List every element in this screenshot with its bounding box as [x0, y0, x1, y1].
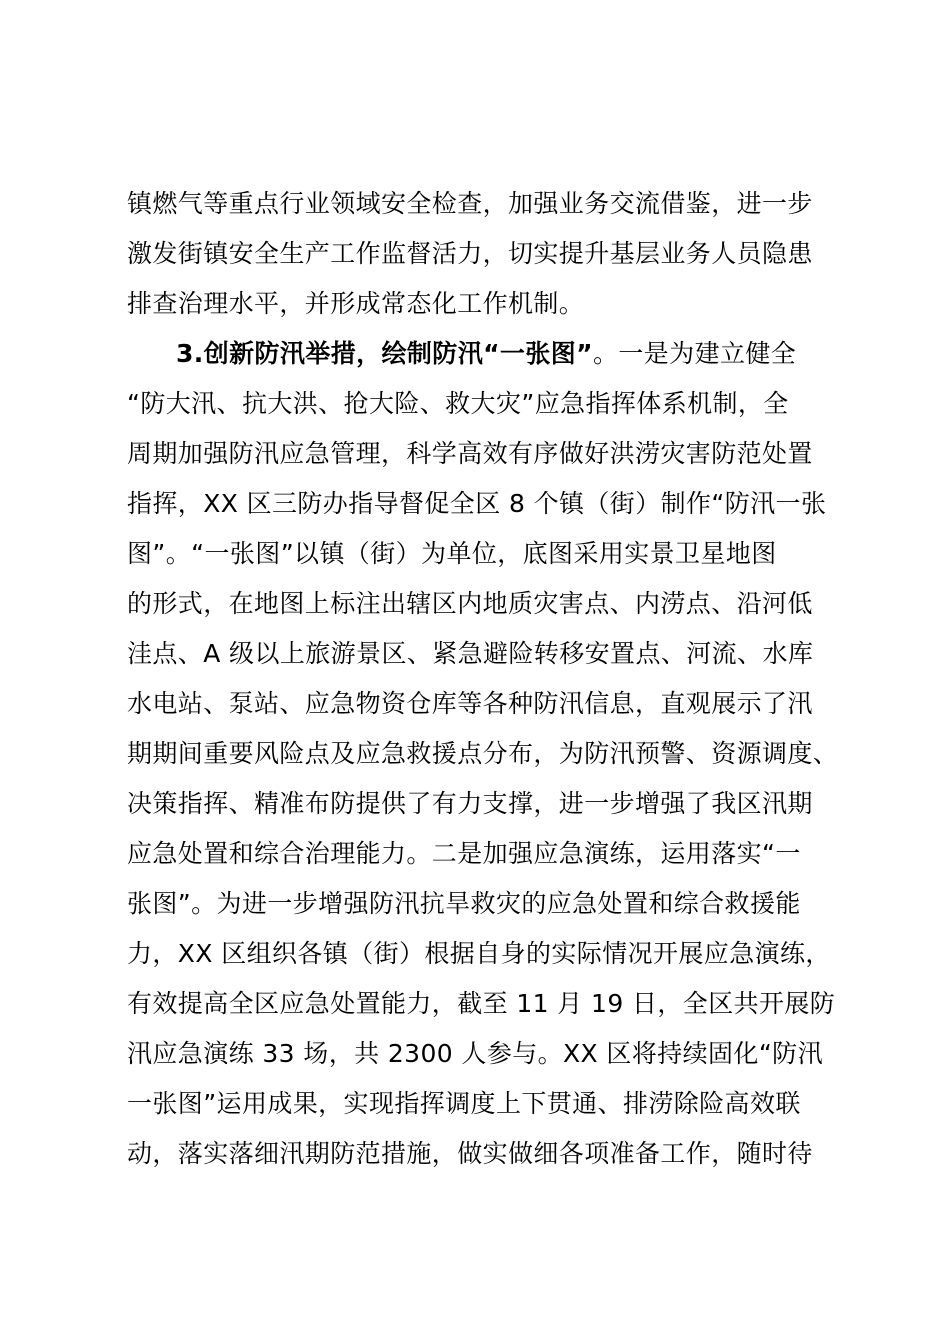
section-first-line: [176, 329, 796, 379]
section-first-line-text: 。一是为建立健全: [592, 339, 797, 368]
paragraph-line: 镇燃气等重点行业领域安全检查，加强业务交流借鉴，进一步: [127, 189, 813, 218]
paragraph-line: 有效提高全区应急处置能力，截至 11 月 19 日，全区共开展防: [127, 989, 836, 1018]
paragraph-line: 张图”。为进一步增强防汛抗旱救灾的应急处置和综合救援能: [127, 889, 801, 918]
paragraph-line: 汛应急演练 33 场，共 2300 人参与。XX 区将持续固化“防汛: [127, 1039, 823, 1068]
paragraph-line: 动，落实落细汛期防范措施，做实做细各项准备工作，随时待: [127, 1139, 813, 1168]
section-heading: 3.创新防汛举措，绘制防汛“一张图”: [176, 339, 593, 368]
paragraph-line: 的形式，在地图上标注出辖区内地质灾害点、内涝点、沿河低: [127, 589, 813, 618]
paragraph-line: 排查治理水平，并形成常态化工作机制。: [127, 289, 585, 318]
paragraph-line: 期期间重要风险点及应急救援点分布，为防汛预警、资源调度、: [127, 739, 839, 768]
paragraph-line: 激发街镇安全生产工作监督活力，切实提升基层业务人员隐患: [127, 239, 813, 268]
paragraph-line: 一张图”运用成果，实现指挥调度上下贯通、排涝除险高效联: [127, 1089, 801, 1118]
paragraph-line: 力，XX 区组织各镇（街）根据自身的实际情况开展应急演练，: [127, 939, 831, 968]
paragraph-line: 指挥，XX 区三防办指导督促全区 8 个镇（街）制作“防汛一张: [127, 489, 827, 518]
paragraph-line: 应急处置和综合治理能力。二是加强应急演练，运用落实“一: [127, 839, 801, 868]
paragraph-line: 周期加强防汛应急管理，科学高效有序做好洪涝灾害防范处置: [127, 439, 813, 468]
paragraph-line: 水电站、泵站、应急物资仓库等各种防汛信息，直观展示了汛: [127, 689, 813, 718]
paragraph-line: 图”。“一张图”以镇（街）为单位，底图采用实景卫星地图: [127, 539, 777, 568]
paragraph-line: 决策指挥、精准布防提供了有力支撑，进一步增强了我区汛期: [127, 789, 813, 818]
paragraph-line: “防大汛、抗大洪、抢大险、救大灾”应急指挥体系机制，全: [127, 389, 789, 418]
paragraph-line: 洼点、A 级以上旅游景区、紧急避险转移安置点、河流、水库: [127, 639, 814, 668]
